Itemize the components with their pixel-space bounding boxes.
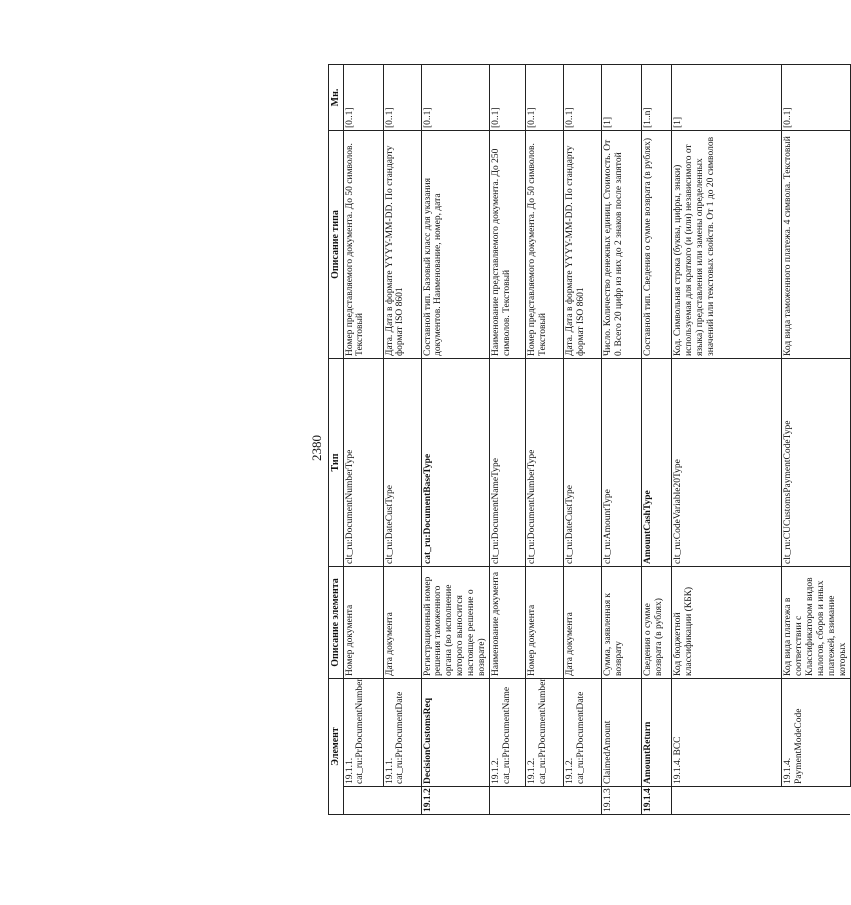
type-description: Код вида таможенного платежа. 4 символа. Текстовый: [782, 131, 851, 359]
table-row: [383, 65, 421, 815]
row-number: 19.1.1.: [344, 757, 355, 784]
row-number: 19.1.4.: [783, 757, 794, 784]
element-cell: [383, 679, 421, 787]
table-row: [642, 65, 672, 815]
header-mult: Мн.: [329, 65, 344, 131]
indent-cell: [782, 787, 851, 815]
element-cell: [672, 679, 782, 787]
element-description: Код вида платежа в соответствии с Классификатором видов налогов, сборов и иных платежей, взимание которых: [782, 567, 851, 679]
element-description: Сумма, заявленная к возврату: [602, 567, 642, 679]
type-name: clt_ru:DocumentNumberType: [526, 359, 564, 567]
element-name: BCC: [673, 736, 684, 756]
type-name: clt_ru:DateCustType: [383, 359, 421, 567]
header-type-desc: Описание типа: [329, 131, 344, 359]
schema-table: [328, 64, 851, 815]
indent-cell: [672, 787, 782, 815]
table-row: [526, 65, 564, 815]
multiplicity: [1..n]: [642, 65, 672, 131]
row-number: 19.1.2.: [527, 757, 538, 784]
multiplicity: [0..1]: [564, 65, 602, 131]
indent-cell: [490, 787, 526, 815]
type-description: Составной тип. Сведения о сумме возврата (в рублях): [642, 131, 672, 359]
table-row: [602, 65, 642, 815]
element-name: ClaimedAmount: [602, 679, 642, 787]
table-row: [782, 65, 851, 815]
row-number: 19.1.2: [421, 787, 490, 815]
indent-cell: [343, 787, 383, 815]
type-name: cat_ru:DocumentBaseType: [421, 359, 490, 567]
element-description: Дата документа: [564, 567, 602, 679]
element-name: DecisionCustomsReq: [421, 679, 490, 787]
multiplicity: [1]: [602, 65, 642, 131]
table-row: [564, 65, 602, 815]
type-description: Номер представляемого документа. До 50 символов. Текстовый: [343, 131, 383, 359]
header-type: Тип: [329, 359, 344, 567]
type-description: Дата. Дата в формате YYYY-MM-DD. По стандарту формат ISO 8601: [564, 131, 602, 359]
table-row: [421, 65, 490, 815]
element-cell: [564, 679, 602, 787]
row-number: 19.1.2.: [491, 757, 502, 784]
rotated-table-container: [328, 65, 848, 815]
element-cell: [490, 679, 526, 787]
type-name: clt_ru:AmountType: [602, 359, 642, 567]
multiplicity: [0..1]: [383, 65, 421, 131]
type-description: Составной тип. Базовый класс для указания документов. Наименование, номер, дата: [421, 131, 490, 359]
type-description: Наименование представляемого документа. До 250 символов. Текстовый: [490, 131, 526, 359]
type-name: AmountCashType: [642, 359, 672, 567]
element-name: cat_ru:PrDocumentNumber: [537, 678, 548, 784]
header-row: [329, 65, 344, 815]
element-name: cat_ru:PrDocumentNumber: [355, 678, 366, 784]
multiplicity: [1]: [672, 65, 782, 131]
page-number: 2380: [309, 435, 324, 461]
element-description: Номер документа: [343, 567, 383, 679]
type-name: clt_ru:DocumentNumberType: [343, 359, 383, 567]
row-number: 19.1.3: [602, 787, 642, 815]
element-cell: [343, 679, 383, 787]
type-description: Номер представляемого документа. До 50 символов. Текстовый: [526, 131, 564, 359]
element-description: Номер документа: [526, 567, 564, 679]
indent-cell: [564, 787, 602, 815]
indent-cell: [383, 787, 421, 815]
element-cell: [526, 679, 564, 787]
multiplicity: [0..1]: [490, 65, 526, 131]
element-name: AmountReturn: [642, 679, 672, 787]
type-description: Код. Символьная строка (буквы, цифры, знаки) используемая для краткого (и (или) независимого от языка) представления или замены определенных значений или текстовых свойств. От 1 до 20 символов: [672, 131, 782, 359]
type-name: clt_ru:DocumentNameType: [490, 359, 526, 567]
row-number: 19.1.2.: [565, 757, 576, 784]
row-number: 19.1.4: [642, 787, 672, 815]
element-description: Сведения о сумме возврата (в рублях): [642, 567, 672, 679]
element-name: cat_ru:PrDocumentDate: [395, 691, 406, 784]
type-name: clt_ru:CUCustomsPaymentCodeType: [782, 359, 851, 567]
type-description: Дата. Дата в формате YYYY-MM-DD. По стандарту формат ISO 8601: [383, 131, 421, 359]
element-name: cat_ru:PrDocumentDate: [575, 691, 586, 784]
element-name: cat_ru:PrDocumentName: [501, 686, 512, 784]
multiplicity: [0..1]: [526, 65, 564, 131]
element-cell: [782, 679, 851, 787]
element-description: Код бюджетной классификации (КБК): [672, 567, 782, 679]
multiplicity: [0..1]: [421, 65, 490, 131]
element-name: PaymentModeCode: [793, 708, 804, 784]
type-description: Число. Количество денежных единиц. Стоимость. От 0. Всего 20 цифр из них до 2 знаков после запятой: [602, 131, 642, 359]
type-name: clt_ru:DateCustType: [564, 359, 602, 567]
table-row: [343, 65, 383, 815]
header-element: Элемент: [329, 679, 344, 815]
row-number: 19.1.4.: [673, 757, 684, 784]
indent-cell: [526, 787, 564, 815]
row-number: 19.1.1.: [384, 757, 395, 784]
type-name: clt_ru:CodeVariable20Type: [672, 359, 782, 567]
table-row: [490, 65, 526, 815]
multiplicity: [0..1]: [343, 65, 383, 131]
header-element-desc: Описание элемента: [329, 567, 344, 679]
table-row: [672, 65, 782, 815]
element-description: Наименование документа: [490, 567, 526, 679]
element-description: Дата документа: [383, 567, 421, 679]
element-description: Регистрационный номер решения таможенного органа (во исполнение которого выносится настоящее решение о возврате): [421, 567, 490, 679]
multiplicity: [0..1]: [782, 65, 851, 131]
